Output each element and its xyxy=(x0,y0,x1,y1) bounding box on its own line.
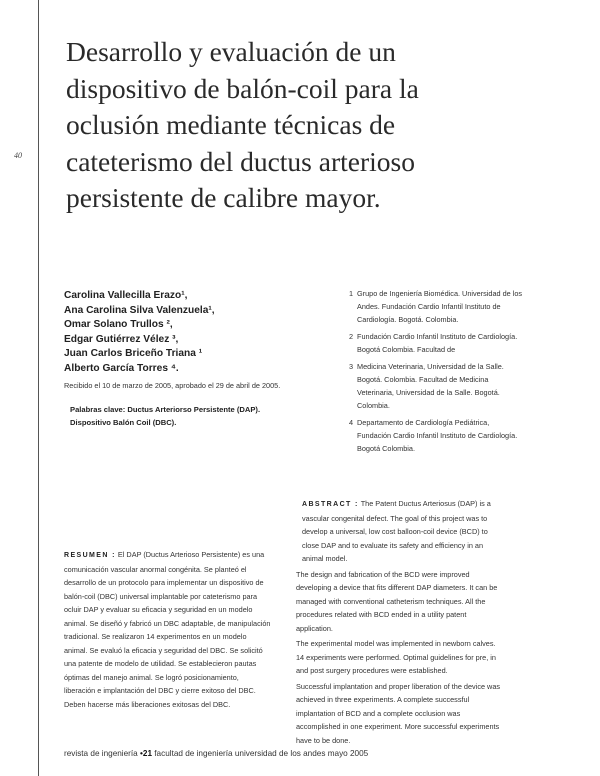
affiliation-number: 4 xyxy=(349,418,354,427)
footer-bullet: • xyxy=(140,749,143,758)
footer-institution: facultad de ingeniería universidad de los andes mayo 2005 xyxy=(154,749,369,758)
keywords xyxy=(70,404,260,429)
page-footer xyxy=(64,749,368,758)
affiliation-item xyxy=(349,287,524,326)
title-line: Desarrollo y evaluación de un xyxy=(66,36,396,67)
abstract-text: The Patent Ductus Arteriosus (DAP) is a vascular congenital defect. The goal of this project was to develop a universal, low cost balloon-coil device (BCD) to close DAP and to evaluate its safety and efficiency in an animal model. xyxy=(302,499,491,563)
author-list xyxy=(64,289,215,377)
resumen-section xyxy=(64,548,271,711)
footer-journal: revista de ingeniería xyxy=(64,749,138,758)
author: Omar Solano Trullos ², xyxy=(64,319,173,331)
affiliation-text: Grupo de Ingeniería Biomédica. Universidad de los Andes. Fundación Cardio Infantil Instituto de Cardiología. Bogotá. Colombia. xyxy=(357,289,523,324)
abstract-section xyxy=(296,497,501,749)
affiliation-text: Fundación Cardio Infantil Instituto de Cardiología. Bogotá Colombia. Facultad de xyxy=(357,332,518,354)
affiliation-item xyxy=(349,360,524,412)
affiliation-number: 2 xyxy=(349,332,354,341)
affiliation-item xyxy=(349,416,524,455)
received-date: Recibido el 10 de marzo de 2005, aprobado el 29 de abril de 2005. xyxy=(64,381,281,390)
author: Edgar Gutiérrez Vélez ³, xyxy=(64,333,179,345)
affiliation-item xyxy=(349,330,524,356)
title-line: persistente de calibre mayor. xyxy=(66,182,381,213)
affiliation-list xyxy=(349,287,524,459)
abstract-paragraph: Successful implantation and proper liberation of the device was achieved in three experiments. A complete successful implantation of BCD and a complete occlusion was accomplished in one experiment. More successful experiments have to be done. xyxy=(296,681,501,745)
page-number: 40 xyxy=(14,151,22,160)
title-line: cateterismo del ductus arterioso xyxy=(66,145,415,177)
keywords-line: Palabras clave: Ductus Arteriorso Persistente (DAP). xyxy=(70,405,261,414)
abstract-paragraph: The experimental model was implemented in newborn calves. 14 experiments were performed. Optimal guidelines for pre, in and post surgery procedures were established. xyxy=(296,639,496,675)
affiliation-text: Departamento de Cardiología Pediátrica, Fundación Cardio Infantil Instituto de Cardiología. Bogotá Colombia. xyxy=(357,418,518,453)
affiliation-text: Medicina Veterinaria, Universidad de la Salle. Bogotá. Colombia. Facultad de Medicina Veterinaria, Universidad de la Salle. Bogotá. Colombia. xyxy=(357,362,504,410)
affiliation-number: 3 xyxy=(349,362,354,371)
abstract-label: ABSTRACT : xyxy=(302,501,359,508)
author: Alberto García Torres ⁴. xyxy=(64,362,179,374)
author: Juan Carlos Briceño Triana ¹ xyxy=(64,348,203,360)
abstract-paragraph xyxy=(296,497,501,566)
keywords-line: Dispositivo Balón Coil (DBC). xyxy=(70,417,177,427)
abstract-paragraph: The design and fabrication of the BCD were improved developing a device that fits different DAP diameters. It can be managed with conventional catheterism techniques. All the procedures related with BCD ended in a utility patent application. xyxy=(296,569,498,633)
affiliation-number: 1 xyxy=(349,289,354,298)
title-line: dispositivo de balón-coil para la xyxy=(66,72,419,104)
article-title xyxy=(66,34,566,217)
margin-rule xyxy=(38,0,39,776)
resumen-text: El DAP (Ductus Arterioso Persistente) es una comunicación vascular anormal congénita. Se planteó el desarrollo de un protocolo para implementar un dispositivo de balón-coil (DBC) universal implantable por cateterismo para ocluir DAP y evaluar su eficacia y seguridad en un modelo animal. Se diseñó y fabricó un DBC adaptable, de manipulación tradicional. Se realizaron 14 experimentos en un modelo animal. Se evaluó la eficacia y seguridad del DBC. Se solicitó una patente de modelo de utilidad. Se establecieron pautas óptimas del manejo animal. Se logró posicionamiento, liberación e implantación del DBC y cierre exitoso del DBC. Deben hacerse más liberaciones exitosas del DBC. xyxy=(64,550,271,709)
author: Carolina Vallecilla Erazo¹, xyxy=(64,290,188,301)
author: Ana Carolina Silva Valenzuela¹, xyxy=(64,304,215,316)
resumen-label: RESUMEN : xyxy=(64,552,116,559)
title-line: oclusión mediante técnicas de xyxy=(66,109,396,140)
footer-issue-number: 21 xyxy=(142,749,152,758)
